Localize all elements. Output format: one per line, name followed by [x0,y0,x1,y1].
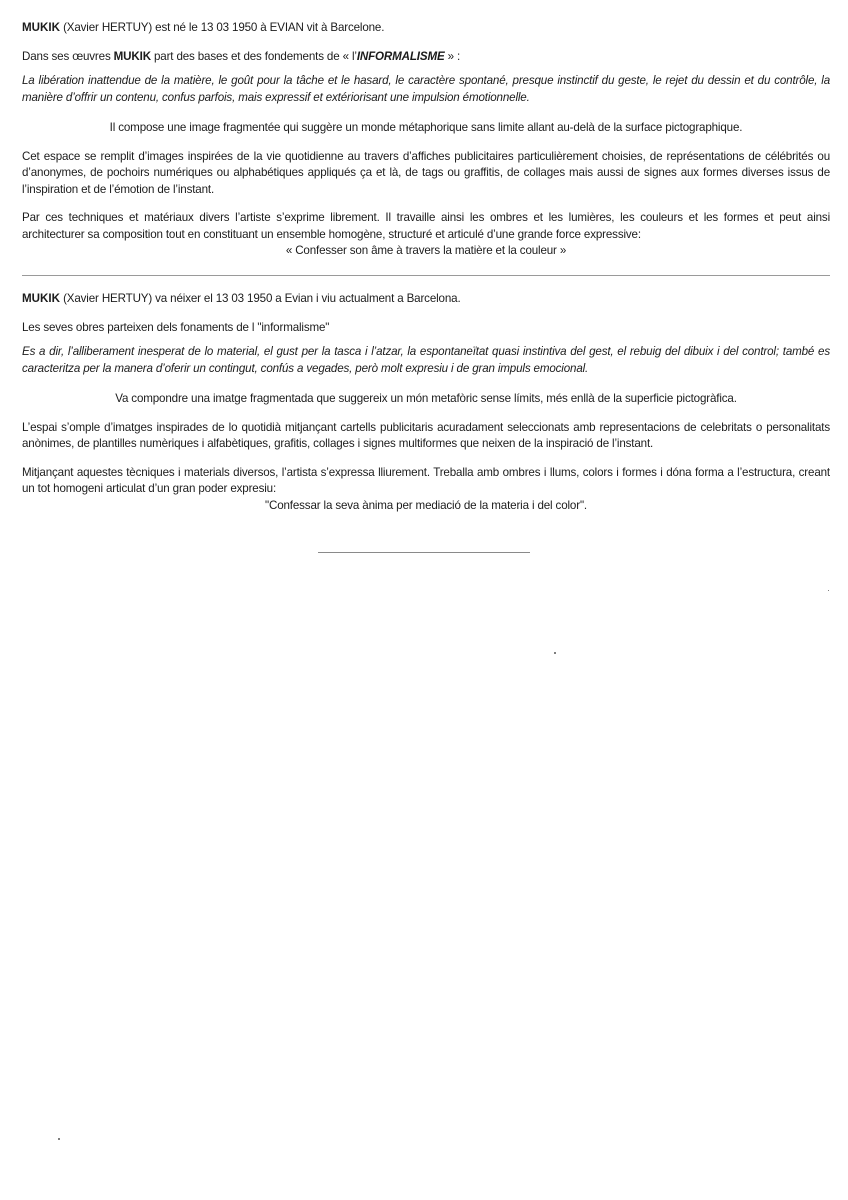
scan-speck [828,590,829,591]
french-space-paragraph: Cet espace se remplit d’images inspirées de la vie quotidienne au travers d’affiches publicitaires particulièrement choisies, de représentations de célébrités ou d’anonymes, de pochoirs numériques ou alphabétiques appliqués ça et là, de tags ou graffitis, de collages mais aussi de signes aux formes diverses issus de l’inspiration et de l’émotion de l’instant. [22,149,830,196]
french-intro [22,20,830,37]
catalan-centered-paragraph: Va compondre una imatge fragmentada que suggereix un món metafòric sense límits, més enllà de la superficie pictogràfica. [115,392,737,405]
catalan-intro [22,291,830,308]
french-quote: « Confesser son âme à travers la matière et la couleur » [285,244,567,257]
french-lead-before: Dans ses œuvres [22,49,114,63]
french-lead [22,49,830,66]
end-divider [318,552,530,553]
catalan-quote: "Confessar la seva ànima per mediació de la materia i del color". [265,498,587,512]
catalan-techniques-paragraph: Mitjançant aquestes tècniques i materials diversos, l’artista s’expressa lliurement. Treballa amb ombres i llums, colors i formes i dóna forma a l’estructura, creant un tot homogeni articulat d’un gran poder expresiu: [22,465,830,495]
french-lead-after: » : [444,49,461,63]
french-intro-artist-name: MUKIK [22,21,60,34]
catalan-italic-paragraph: Es a dir, l’alliberament inesperat de lo material, el gust per la tasca i l’atzar, la espontaneïtat quasi instintiva del gest, el rebuig del dibuix i del control; també es caracteritza per la manera d’oferir un contingut, confús a vegades, però molt expresiu i de gran impuls emocional. [22,345,830,375]
french-techniques-paragraph: Par ces techniques et matériaux divers l’artiste s’exprime librement. Il travaille ainsi les ombres et les lumières, les couleurs et les formes et peut ainsi architecturer sa composition tout en constituant un ensemble homogène, structuré et articulé d’une grande force expressive: [22,211,830,241]
section-divider [22,275,830,276]
scan-speck [58,1138,60,1140]
catalan-section [22,291,830,514]
catalan-lead: Les seves obres parteixen dels fonaments de l "informalisme" [22,320,330,334]
scan-speck [554,652,556,654]
french-lead-term: INFORMALISME [356,49,445,63]
catalan-intro-text: (Xavier HERTUY) va néixer el 13 03 1950 a Evian i viu actualment a Barcelona. [60,292,461,305]
french-lead-middle: part des bases et des fondements de « l’ [150,49,357,63]
french-section [22,20,830,260]
catalan-space-paragraph: L’espai s’omple d’imatges inspirades de lo quotidià mitjançant cartells publicitaris acuradament seleccionats amb representacions de celebritats o personalitats anònimes, de plantilles numèriques i alfabètiques, grafitis, collages i signes multiformes que neixen de la inspiració de l’instant. [22,420,830,450]
catalan-intro-artist-name: MUKIK [22,292,60,305]
french-lead-artist-name: MUKIK [113,49,151,63]
french-intro-text: (Xavier HERTUY) est né le 13 03 1950 à EVIAN vit à Barcelone. [60,21,385,34]
french-italic-paragraph: La libération inattendue de la matière, le goût pour la tâche et le hasard, le caractère spontané, presque instinctif du geste, le rejet du dessin et du contrôle, la manière d’offrir un contenu, confus parfois, mais expressif et extériorisant une impulsion émotionnelle. [22,74,830,104]
french-centered-paragraph: Il compose une image fragmentée qui suggère un monde métaphorique sans limite allant au-delà de la surface pictographique. [109,121,743,134]
